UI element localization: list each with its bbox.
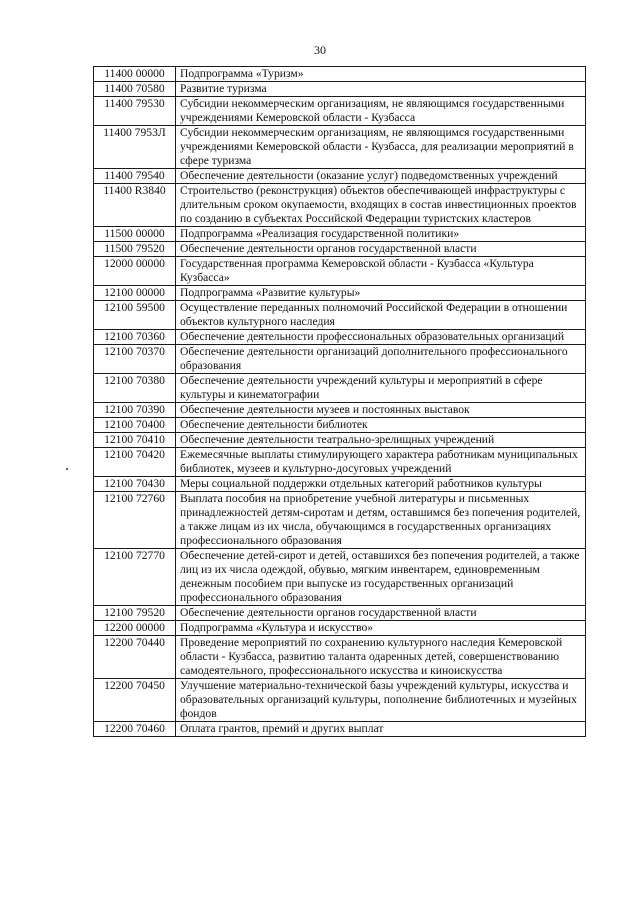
row-code: 12200 00000: [94, 621, 176, 636]
row-name: Обеспечение деятельности учреждений культуры и мероприятий в сфере культуры и кинематографии: [176, 374, 586, 403]
table-row: [94, 82, 586, 97]
row-code: 12100 70430: [94, 477, 176, 492]
row-code: 12100 72760: [94, 492, 176, 549]
row-name: Обеспечение деятельности органов государственной власти: [176, 606, 586, 621]
table-row: [94, 169, 586, 184]
table-row: [94, 679, 586, 722]
table-row: [94, 418, 586, 433]
row-name: Субсидии некоммерческим организациям, не являющимся государственными учреждениями Кемеровской области - Кузбасса: [176, 97, 586, 126]
row-name: Обеспечение деятельности музеев и постоянных выставок: [176, 403, 586, 418]
row-name: Улучшение материально-технической базы учреждений культуры, искусства и образовательных организаций культуры, пополнение библиотечных и музейных фондов: [176, 679, 586, 722]
row-name: Развитие туризма: [176, 82, 586, 97]
row-name: Обеспечение деятельности библиотек: [176, 418, 586, 433]
row-name: Проведение мероприятий по сохранению культурного наследия Кемеровской области - Кузбасса, развитию таланта одаренных детей, совершенствованию самодеятельного, профессионального искусства и киноискусства: [176, 636, 586, 679]
row-code: 12200 70440: [94, 636, 176, 679]
row-name: Строительство (реконструкция) объектов обеспечивающей инфраструктуры с длительным сроком окупаемости, входящих в состав инвестиционных проектов по созданию в субъектах Российской Федерации туристских кластеров: [176, 184, 586, 227]
row-code: 12100 00000: [94, 286, 176, 301]
table-row: [94, 492, 586, 549]
table-row: [94, 184, 586, 227]
table-row: [94, 97, 586, 126]
table-row: [94, 606, 586, 621]
row-name: Обеспечение деятельности профессиональных образовательных организаций: [176, 330, 586, 345]
row-code: 12200 70460: [94, 722, 176, 737]
row-name: Подпрограмма «Развитие культуры»: [176, 286, 586, 301]
row-name: Подпрограмма «Туризм»: [176, 67, 586, 82]
row-name: Ежемесячные выплаты стимулирующего характера работникам муниципальных библиотек, музеев и культурно-досуговых учреждений: [176, 448, 586, 477]
row-name: Выплата пособия на приобретение учебной литературы и письменных принадлежностей детям-сиротам и детям, оставшимся без попечения родителей, а также лицам из их числа, обучающимся в государственных организациях профессионального образования: [176, 492, 586, 549]
row-code: 12100 70360: [94, 330, 176, 345]
row-code: 11400 00000: [94, 67, 176, 82]
table-row: [94, 126, 586, 169]
row-code: 12000 00000: [94, 257, 176, 286]
table-row: [94, 549, 586, 606]
row-name: Обеспечение деятельности (оказание услуг) подведомственных учреждений: [176, 169, 586, 184]
row-code: 11400 70580: [94, 82, 176, 97]
row-code: 11400 79540: [94, 169, 176, 184]
row-code: 12100 70390: [94, 403, 176, 418]
table-row: [94, 448, 586, 477]
row-name: Подпрограмма «Культура и искусство»: [176, 621, 586, 636]
row-code: 12100 72770: [94, 549, 176, 606]
table-row: [94, 330, 586, 345]
row-name: Обеспечение деятельности органов государственной власти: [176, 242, 586, 257]
row-name: Меры социальной поддержки отдельных категорий работников культуры: [176, 477, 586, 492]
row-code: 11400 R3840: [94, 184, 176, 227]
row-code: 12100 70400: [94, 418, 176, 433]
row-name: Обеспечение деятельности театрально-зрелищных учреждений: [176, 433, 586, 448]
table-row: [94, 636, 586, 679]
row-name: Государственная программа Кемеровской области - Кузбасса «Культура Кузбасса»: [176, 257, 586, 286]
row-code: 12100 70420: [94, 448, 176, 477]
row-name: Осуществление переданных полномочий Российской Федерации в отношении объектов культурного наследия: [176, 301, 586, 330]
budget-classification-table: [93, 66, 586, 737]
table-row: [94, 374, 586, 403]
table-row: [94, 301, 586, 330]
row-code: 12100 70410: [94, 433, 176, 448]
table-row: [94, 722, 586, 737]
table-row: [94, 227, 586, 242]
row-name: Оплата грантов, премий и других выплат: [176, 722, 586, 737]
table-row: [94, 257, 586, 286]
table-row: [94, 67, 586, 82]
table-row: [94, 621, 586, 636]
row-name: Подпрограмма «Реализация государственной политики»: [176, 227, 586, 242]
row-code: 12100 79520: [94, 606, 176, 621]
table-row: [94, 403, 586, 418]
row-code: 11500 79520: [94, 242, 176, 257]
margin-mark: [66, 468, 68, 470]
row-code: 12200 70450: [94, 679, 176, 722]
row-code: 12100 70380: [94, 374, 176, 403]
table-row: [94, 345, 586, 374]
row-name: Обеспечение деятельности организаций дополнительного профессионального образования: [176, 345, 586, 374]
table-row: [94, 242, 586, 257]
table-row: [94, 477, 586, 492]
row-name: Обеспечение детей-сирот и детей, оставшихся без попечения родителей, а также лиц из их числа одеждой, обувью, мягким инвентарем, единовременным денежным пособием при выпуске из государственных организаций профессионального образования: [176, 549, 586, 606]
row-code: 11500 00000: [94, 227, 176, 242]
row-code: 11400 7953Л: [94, 126, 176, 169]
row-name: Субсидии некоммерческим организациям, не являющимся государственными учреждениями Кемеровской области - Кузбасса, для реализации мероприятий в сфере туризма: [176, 126, 586, 169]
page-number: 30: [314, 43, 326, 57]
row-code: 12100 70370: [94, 345, 176, 374]
table-row: [94, 286, 586, 301]
row-code: 11400 79530: [94, 97, 176, 126]
row-code: 12100 59500: [94, 301, 176, 330]
table-row: [94, 433, 586, 448]
